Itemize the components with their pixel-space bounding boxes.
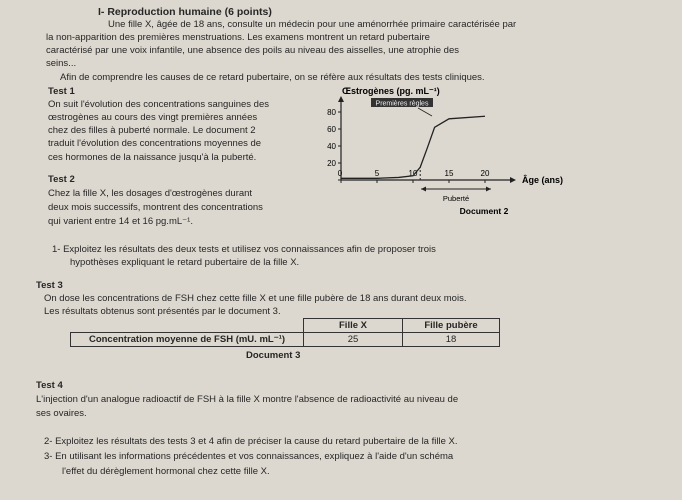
table-corner-cell — [71, 319, 304, 333]
test1-line-5: ces hormones de la naissance jusqu'à la puberté. — [48, 152, 257, 163]
intro-last-line: Afin de comprendre les causes de ce retard pubertaire, on se réfère aux résultats des tests cliniques. — [60, 72, 485, 83]
question-1-continued: hypothèses expliquant le retard pubertaire de la fille X. — [70, 257, 300, 268]
estrogen-chart — [318, 86, 566, 218]
test2-line-3: qui varient entre 14 et 16 pg.mL⁻¹. — [48, 216, 193, 227]
header-fille-pubere: Fille pubère — [403, 319, 500, 333]
test1-line-4: traduit l'évolution des concentrations moyennes de — [48, 138, 262, 149]
question-3-continued: l'effet du dérèglement hormonal chez cette fille X. — [62, 466, 270, 477]
test1-title: Test 1 — [48, 86, 75, 97]
y-tick-label: 40 — [327, 142, 336, 151]
question-2: 2- Exploitez les résultats des tests 3 et 4 afin de préciser la cause du retard pubertaire de la fille X. — [44, 436, 458, 447]
test4-line-1: L'injection d'un analogue radioactif de FSH à la fille X montre l'absence de radioactivité au niveau de — [36, 394, 459, 405]
test1-line-3: chez des filles à puberté normale. Le document 2 — [48, 125, 256, 136]
intro-line-2: la non-apparition des premières menstruations. Les examens montrent un retard pubertaire — [46, 32, 430, 43]
table-row — [71, 333, 500, 347]
intro-line-4: seins... — [46, 58, 77, 69]
test2-title: Test 2 — [48, 174, 75, 185]
intro-line-1: Une fille X, âgée de 18 ans, consulte un médecin pour une aménorrhée primaire caractérisée par — [108, 19, 517, 30]
document3-table — [70, 318, 500, 347]
chart-ylabel: Œstrogènes (pg. mL⁻¹) — [342, 86, 440, 96]
table-header-row — [71, 319, 500, 333]
value-fille-x: 25 — [304, 333, 403, 347]
question-1: 1- Exploitez les résultats des deux tests et utilisez vos connaissances afin de proposer trois — [52, 244, 436, 255]
x-tick-label: 15 — [444, 169, 454, 178]
question-3: 3- En utilisant les informations précédentes et vos connaissances, expliquez à l'aide d'un schéma — [44, 451, 454, 462]
test3-line-1: On dose les concentrations de FSH chez cette fille X et une fille pubère de 18 ans durant deux mois. — [44, 293, 467, 304]
test2-line-2: deux mois successifs, montrent des concentrations — [48, 202, 263, 213]
header-fille-x: Fille X — [304, 319, 403, 333]
row-label-fsh: Concentration moyenne de FSH (mU. mL⁻¹) — [71, 333, 304, 347]
test1-line-1: On suit l'évolution des concentrations sanguines des — [48, 99, 269, 110]
y-tick-label: 80 — [327, 108, 336, 117]
intro-line-3: caractérisé par une voix infantile, une absence des poils au niveau des aisselles, une atrophie des — [46, 45, 459, 56]
value-fille-pubere: 18 — [403, 333, 500, 347]
x-axis-arrow — [510, 177, 516, 183]
section-title: I- Reproduction humaine (6 points) — [98, 6, 272, 18]
x-tick-label: 10 — [408, 169, 418, 178]
puberty-arrow-left — [421, 187, 426, 192]
x-tick-group — [338, 169, 490, 183]
test2-line-1: Chez la fille X, les dosages d'œstrogènes durant — [48, 188, 253, 199]
puberty-label: Puberté — [442, 194, 470, 203]
y-axis-arrow — [338, 96, 344, 102]
puberty-arrow-right — [486, 187, 491, 192]
y-tick-label: 60 — [327, 125, 336, 134]
test4-title: Test 4 — [36, 380, 63, 391]
test4-line-2: ses ovaires. — [36, 408, 87, 419]
premieres-regles-label: Premières règles — [375, 100, 429, 108]
premieres-regles-pointer — [418, 108, 432, 116]
test3-title: Test 3 — [36, 280, 63, 291]
chart-xlabel: Âge (ans) — [522, 175, 564, 185]
document2-caption: Document 2 — [459, 206, 509, 216]
x-tick-label: 20 — [480, 169, 490, 178]
y-tick-label: 20 — [327, 159, 336, 168]
x-tick-label: 5 — [374, 169, 380, 178]
document3-caption: Document 3 — [246, 350, 301, 361]
test3-line-2: Les résultats obtenus sont présentés par le document 3. — [44, 306, 281, 317]
test1-line-2: œstrogènes au cours des vingt premières années — [48, 112, 258, 123]
x-tick-label: 0 — [337, 169, 343, 178]
